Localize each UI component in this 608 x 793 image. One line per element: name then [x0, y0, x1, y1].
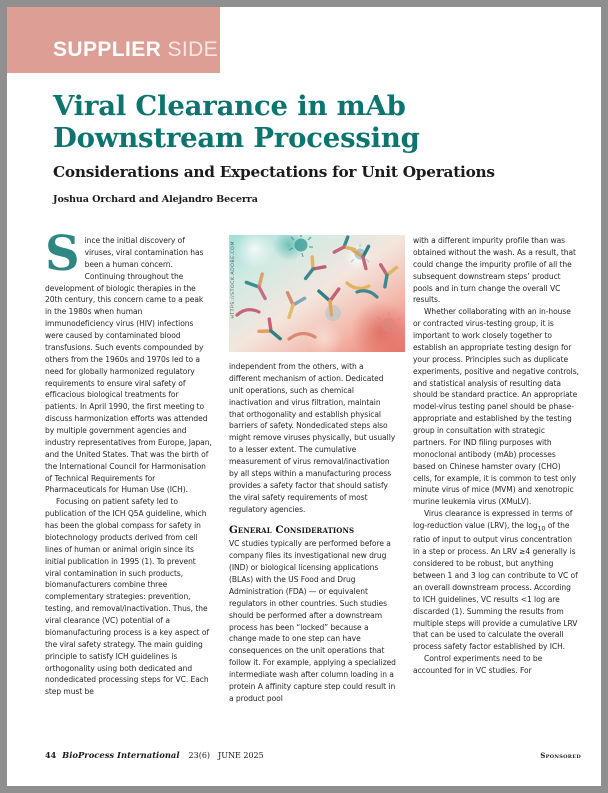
paragraph-col3-2: Whether collaborating with an in-house or contracted virus-testing group, it is important to work closely together to establish an appropriate testing design for your process. Principles such as duplicate experiments, positive and negative controls, and statistical analysis of resulting data should be standard practice. An appropriate model-virus testing panel should be phase-appropriate and established by the testing group in consultation with strategic partners. For IND filing purposes with monoclonal antibody (mAb) processes based on Chinese hamster ovary (CHO) cells, for example, it is common to test only minute virus of mice (MVM) and xenotropic murine leukemia virus (XMuLV).: [413, 307, 579, 507]
antibody-illustration-icon: [229, 235, 405, 352]
body-column-1: [45, 226, 212, 745]
paragraph-col3-1: with a different impurity profile than was obtained without the wash. As a result, that could change the impurity profile of all the subsequent downstream steps’ product pools and in turn change the overall VC results.: [413, 236, 576, 305]
page-canvas: [7, 7, 601, 786]
drop-cap: S: [45, 226, 80, 282]
image-credit: HTTPS://STOCK.ADOBE.COM: [231, 241, 236, 319]
banner-label-strong: SUPPLIER: [53, 38, 162, 61]
body-column-2: [229, 235, 396, 745]
article-authors: Joshua Orchard and Alejandro Becerra: [53, 193, 258, 205]
lrv-text-post: of the ratio of input to output virus concentration in a step or process. An LRV ≥4 generally is considered to be robust, but anything between 1 and 3 log can contribute to VC of an overall downstream process. According to ICH guidelines, VC results <1 log are discarded (1). Summing the results from multiple steps will provide a cumulative LRV that can be used to calculate the overall process safety factor established by ICH.: [413, 521, 578, 652]
lead-paragraph-continuation: Continuing throughout the development of biologic therapies in the 20th century, this concern came to a peak in the 1980s when human immunodeficiency virus (HIV) infections were caused by contaminated blood transfusions. Such events compounded by others from the 1960s and 1970s led to a need for globally harmonized regulatory requirements to ensure viral safety of efficacious biological treatments for patients. In April 1990, the first meeting to discuss harmonization efforts was attended by multiple government agencies and industry representatives from Europe, Japan, and the United States. That was the birth of the International Council for Harmonisation of Technical Requirements for Pharmaceuticals for Human Use (ICH).: [45, 271, 212, 495]
banner-label: [53, 38, 218, 62]
paragraph-col3-4: Control experiments need to be accounted for in VC studies. For: [413, 654, 543, 676]
footer-issue: 23(6): [188, 751, 211, 760]
lrv-subscript: 10: [537, 525, 546, 533]
page-footer: [45, 750, 581, 764]
title-line-1: Viral Clearance in mAb: [53, 90, 406, 122]
paragraph-col1-2: Focusing on patient safety led to publication of the ICH Q5A guideline, which has been the global compass for safety in biotechnology products derived from cell lines of human or animal origin since its initial publication in 1995 (1). To prevent viral contamination in such products, biomanufacturers combine three complementary strategies: prevention, testing, and removal/inactivation. Thus, the viral clearance (VC) potential of a biomanufacturing process is a key aspect of the viral safety strategy. The main guiding principle to satisfy ICH guidelines is orthogonality using both dedicated and nondedicated processing steps for VC. Each step must be: [45, 497, 210, 697]
footer-date: JUNE 2025: [218, 751, 264, 760]
antibody-figure: [229, 235, 405, 352]
article-title-block: [53, 91, 573, 205]
lead-paragraph-text: ince the initial discovery of viruses, viral contamination has been a human concern.: [84, 236, 204, 269]
paragraph-col2-2: VC studies typically are performed before a company files its investigational new drug (IND) or biological licensing applications (BLAs) with the US Food and Drug Administration (FDA) — or equivalent regulators in other countries. Such studies should be performed after a downstream process has been “locked” because a change made to one step can have consequences on the unit operations that follow it. For example, applying a specialized intermediate wash after column loading in a protein A affinity capture step could result in a product pool: [229, 539, 396, 703]
article-subtitle: Considerations and Expectations for Unit Operations: [53, 162, 495, 181]
lead-paragraph: [45, 226, 212, 496]
article-body: [45, 226, 581, 745]
page-title: [53, 91, 573, 155]
section-heading-general-considerations: General Considerations: [229, 524, 355, 537]
supplier-side-banner: [7, 7, 220, 73]
footer-page-number: 44: [45, 750, 57, 760]
paragraph-col2-1: independent from the others, with a different mechanism of action. Dedicated unit operations, such as chemical inactivation and virus filtration, maintain that orthogonality and establish physical barriers of safety. Nondedicated steps also might remove viruses physically, but usually to a lesser extent. The cumulative measurement of virus removal/inactivation by all steps within a manufacturing process provides a safety factor that should satisfy the viral safety requirements of most regulatory agencies.: [229, 362, 396, 514]
title-line-2: Downstream Processing: [53, 121, 420, 154]
lrv-text-pre: Virus clearance is expressed in terms of log-reduction value (LRV), the log: [413, 509, 573, 530]
footer-sponsored-label: Sponsored: [540, 751, 581, 760]
footer-journal-name: BioProcess International: [62, 750, 180, 760]
body-column-3: [413, 235, 580, 745]
paragraph-col3-3: [413, 508, 580, 653]
banner-label-light: SIDE: [161, 38, 219, 61]
